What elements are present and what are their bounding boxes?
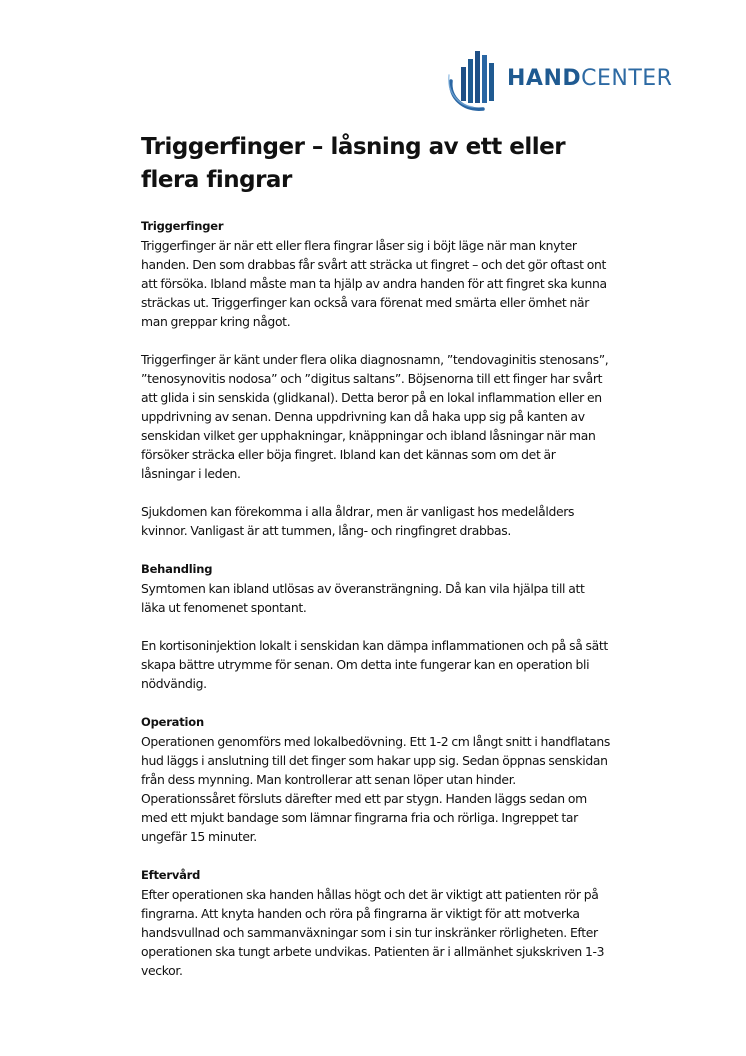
handcenter-logo [443,44,672,114]
paragraph: Sjukdomen kan förekomma i alla åldrar, men är vanligast hos medelålders kvinnor. Vanligast är att tummen, lång- och ringfingret drabbas. [141,504,575,538]
section-eftervard [141,866,611,980]
logo-word-light: CENTER [581,66,673,91]
paragraph: Triggerfinger är känt under flera olika diagnosnamn, ”tendovaginitis stenosans”, ”tenosynovitis nodosa” och ”digitus saltans”. Böjsenorna till ett finger har svårt att glida i sin senskida (glidkanal). Detta beror på en lokal inflammation eller en uppdrivning av senan. Denna uppdrivning kan då haka upp sig på kanten av senskidan vilket ger upphakningar, knäppningar och ibland låsningar när man försöker sträcka eller böja fingret. Ibland kan det kännas som om det är låsningar i leden. [141,352,609,481]
section-heading: Eftervård [141,868,201,882]
paragraph: Symtomen kan ibland utlösas av överansträngning. Då kan vila hjälpa till att läka ut fenomenet spontant. [141,581,585,615]
page-title: Triggerfinger – låsning av ett eller flera fingrar [141,134,566,193]
handcenter-logo-icon [443,45,501,113]
section-heading: Behandling [141,562,213,576]
logo-wordmark [507,68,672,90]
paragraph: Operationen genomförs med lokalbedövning. Ett 1-2 cm långt snitt i handflatans hud läggs i anslutning till det finger som hakar upp sig. Sedan öppnas senskidan från dess mynning. Man kontrollerar att senan löper utan hinder. Operationssåret försluts därefter med ett par stygn. Handen läggs sedan om med ett mjukt bandage som lämnar fingrarna fria och rörliga. Ingreppet tar ungefär 15 minuter. [141,734,611,844]
logo-word-bold: HAND [507,66,582,91]
section-triggerfinger [141,217,611,540]
section-heading: Operation [141,715,204,729]
section-operation [141,713,611,846]
section-heading: Triggerfinger [141,219,224,233]
section-behandling [141,560,611,693]
paragraph: En kortisoninjektion lokalt i senskidan kan dämpa inflammationen och på så sätt skapa bättre utrymme för senan. Om detta inte fungerar kan en operation bli nödvändig. [141,638,608,691]
document-body [141,131,611,980]
paragraph: Triggerfinger är när ett eller flera fingrar låser sig i böjt läge när man knyter handen. Den som drabbas får svårt att sträcka ut fingret – och det gör oftast ont att försöka. Ibland måste man ta hjälp av andra handen för att fingret ska kunna sträckas ut. Triggerfinger kan också vara förenat med smärta eller ömhet när man greppar kring något. [141,238,607,329]
paragraph: Efter operationen ska handen hållas högt och det är viktigt att patienten rör på fingrarna. Att knyta handen och röra på fingrarna är viktigt för att motverka handsvullnad och sammanväxningar som i sin tur inskränker rörligheten. Efter operationen ska tungt arbete undvikas. Patienten är i allmänhet sjukskriven 1-3 veckor. [141,887,605,978]
